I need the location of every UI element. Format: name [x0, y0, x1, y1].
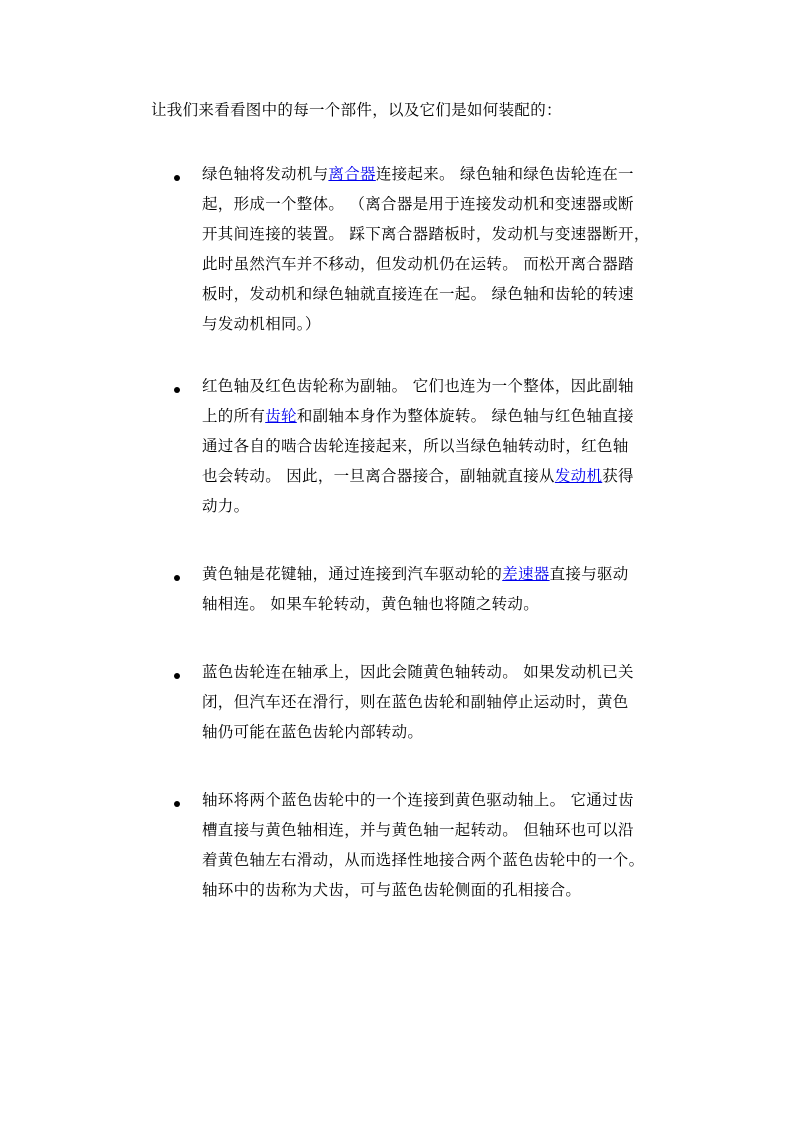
text-line [202, 282, 634, 306]
text-segment: 板时，发动机和绿色轴就直接连在一起。 绿色轴和齿轮的转速 [202, 285, 634, 303]
text-line [202, 878, 581, 902]
text-segment: 直接与驱动 [549, 565, 629, 583]
text-segment: 槽直接与黄色轴相连，并与黄色轴一起转动。 但轴环也可以沿 [202, 821, 634, 839]
text-segment: 绿色轴将发动机与 [202, 165, 329, 183]
text-line [202, 374, 634, 398]
text-segment: 蓝色齿轮连在轴承上，因此会随黄色轴转动。 如果发动机已关 [202, 663, 634, 681]
text-line [202, 192, 634, 216]
text-segment: 开其间连接的装置。 踩下离合器踏板时，发动机与变速器断开， [202, 225, 650, 243]
bullet-icon [174, 175, 180, 181]
text-segment: 轴仍可能在蓝色齿轮内部转动。 [202, 723, 424, 741]
bullet-icon [174, 575, 180, 581]
text-line [202, 404, 634, 428]
text-segment: 黄色轴是花键轴，通过连接到汽车驱动轮的 [202, 565, 503, 583]
text-segment: 红色轴及红色齿轮称为副轴。 它们也连为一个整体，因此副轴 [202, 377, 634, 395]
text-line [202, 720, 423, 744]
inline-link[interactable]: 差速器 [502, 565, 550, 583]
text-line [202, 690, 629, 714]
text-segment: 通过各自的啮合齿轮连接起来，所以当绿色轴转动时，红色轴 [202, 437, 629, 455]
inline-link[interactable]: 发动机 [554, 467, 603, 485]
text-segment: 闭，但汽车还在滑行，则在蓝色齿轮和副轴停止运动时，黄色 [202, 693, 629, 711]
text-line [202, 848, 644, 872]
intro-paragraph: 让我们来看看图中的每一个部件，以及它们是如何装配的： [151, 101, 562, 119]
text-segment: 起，形成一个整体。 （离合器是用于连接发动机和变速器或断 [202, 195, 634, 213]
text-segment: 此时虽然汽车并不移动，但发动机仍在运转。 而松开离合器踏 [202, 255, 634, 273]
text-segment: 轴环将两个蓝色齿轮中的一个连接到黄色驱动轴上。 它通过齿 [202, 791, 634, 809]
text-segment: 与发动机相同。） [202, 315, 321, 333]
text-segment: 动力。 [202, 497, 250, 515]
text-segment: 上的所有 [202, 407, 266, 425]
text-line [202, 818, 634, 842]
text-line [202, 312, 321, 336]
text-line [202, 562, 629, 586]
text-line [202, 162, 634, 186]
text-line [202, 494, 249, 518]
bullet-icon [174, 387, 180, 393]
bullet-icon [174, 801, 180, 807]
text-segment: 获得 [602, 467, 634, 485]
text-segment: 轴相连。 如果车轮转动，黄色轴也将随之转动。 [202, 595, 540, 613]
inline-link[interactable]: 离合器 [328, 165, 376, 183]
text-line [202, 788, 634, 812]
text-line [202, 592, 539, 616]
text-segment: 也会转动。 因此，一旦离合器接合，副轴就直接从 [202, 467, 555, 485]
text-line [202, 252, 634, 276]
text-line [202, 222, 650, 246]
bullet-icon [174, 673, 180, 679]
text-segment: 和副轴本身作为整体旋转。 绿色轴与红色轴直接 [296, 407, 634, 425]
inline-link[interactable]: 齿轮 [265, 407, 297, 425]
text-segment: 连接起来。 绿色轴和绿色齿轮连在一 [375, 165, 634, 183]
text-line [202, 464, 634, 488]
text-segment: 着黄色轴左右滑动，从而选择性地接合两个蓝色齿轮中的一个。 [202, 851, 645, 869]
text-segment: 轴环中的齿称为犬齿，可与蓝色齿轮侧面的孔相接合。 [202, 881, 582, 899]
text-line [202, 434, 629, 458]
text-line [202, 660, 634, 684]
